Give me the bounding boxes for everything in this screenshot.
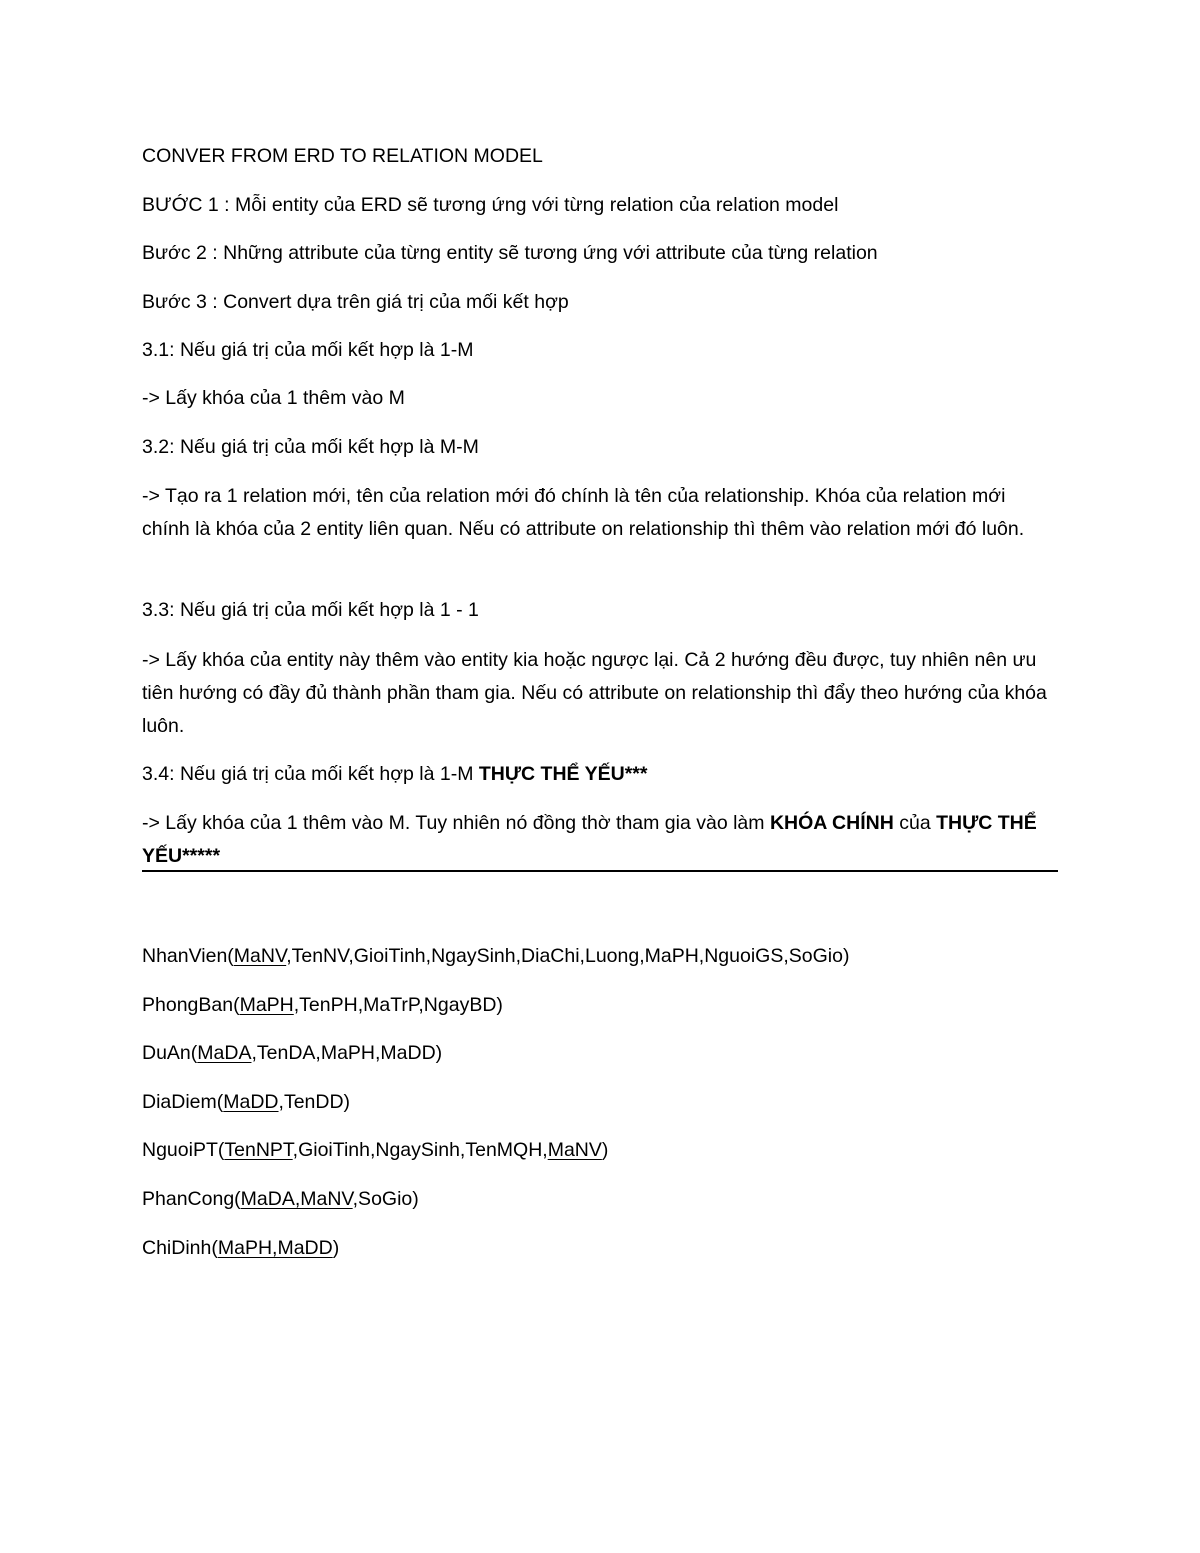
relation-nguoipt [142, 1134, 1058, 1167]
primary-key: MaNV [233, 945, 287, 967]
primary-key: TenNPT [224, 1139, 293, 1161]
step-2: Bước 2 : Những attribute của từng entity sẽ tương ứng với attribute của từng relation [142, 242, 878, 264]
relation-attributes: ,TenNV,GioiTinh,NgaySinh,DiaChi,Luong,MaPH,NguoiGS,SoGio) [286, 945, 850, 967]
step-3-4-body-connector: của [893, 812, 937, 834]
relation-attributes: ,TenPH,MaTrP,NgayBD) [293, 994, 503, 1016]
relation-name: PhongBan( [142, 994, 240, 1016]
relation-duan [142, 1037, 1058, 1070]
primary-key: MaDD [223, 1091, 279, 1113]
relation-name: NguoiPT( [142, 1139, 225, 1161]
step-3-4-body-text: -> Lấy khóa của 1 thêm vào M. Tuy nhiên nó đồng thờ tham gia vào làm [142, 812, 770, 834]
relation-name: ChiDinh( [142, 1237, 218, 1259]
document-title: CONVER FROM ERD TO RELATION MODEL [142, 145, 543, 167]
primary-key: MaPH [239, 994, 294, 1016]
step-1: BƯỚC 1 : Mỗi entity của ERD sẽ tương ứng với từng relation của relation model [142, 194, 839, 216]
relation-phongban [142, 989, 1058, 1022]
horizontal-divider [142, 870, 1058, 872]
relation-phancong [142, 1183, 1058, 1216]
primary-key-2: MaNV [547, 1139, 602, 1161]
weak-entity-label-2: THỰC THỂ YẾU***** [142, 812, 1037, 867]
primary-key: MaDA,MaNV [240, 1188, 353, 1210]
step-3-4-heading-text: 3.4: Nếu giá trị của mối kết hợp là 1-M [142, 763, 479, 785]
primary-key: MaDA [197, 1042, 252, 1064]
relation-attributes: ) [332, 1237, 340, 1259]
step-3: Bước 3 : Convert dựa trên giá trị của mối kết hợp [142, 291, 569, 313]
step-3-1-heading: 3.1: Nếu giá trị của mối kết hợp là 1-M [142, 339, 474, 361]
relation-attributes: ,TenDA,MaPH,MaDD) [251, 1042, 443, 1064]
relation-chidinh [142, 1232, 1058, 1265]
relation-diadiem [142, 1086, 1058, 1119]
relation-attributes: ,TenDD) [278, 1091, 351, 1113]
relation-name: NhanVien( [142, 945, 234, 967]
step-3-3-heading: 3.3: Nếu giá trị của mối kết hợp là 1 - 1 [142, 599, 479, 621]
step-3-4-heading [142, 758, 1058, 791]
relation-attributes: ,SoGio) [352, 1188, 419, 1210]
weak-entity-label: THỰC THỂ YẾU*** [478, 763, 648, 785]
step-3-1-body: -> Lấy khóa của 1 thêm vào M [142, 387, 405, 409]
step-3-2-heading: 3.2: Nếu giá trị của mối kết hợp là M-M [142, 436, 479, 458]
relation-name: DuAn( [142, 1042, 198, 1064]
relation-name: DiaDiem( [142, 1091, 224, 1113]
primary-key: MaPH,MaDD [217, 1237, 333, 1259]
relation-attributes: ,GioiTinh,NgaySinh,TenMQH, [292, 1139, 548, 1161]
primary-key-label: KHÓA CHÍNH [769, 812, 894, 834]
step-3-3-body: -> Lấy khóa của entity này thêm vào entity kia hoặc ngược lại. Cả 2 hướng đều được, tuy nhiên nên ưu tiên hướng có đầy đủ thành phần tham gia. Nếu có attribute on relationship thì đẩy theo hướng của khóa luôn. [142, 649, 1047, 737]
relation-close: ) [601, 1139, 609, 1161]
relation-nhanvien [142, 940, 1058, 973]
step-3-2-body: -> Tạo ra 1 relation mới, tên của relation mới đó chính là tên của relationship. Khóa của relation mới chính là khóa của 2 entity liên quan. Nếu có attribute on relationship thì thêm vào relation mới đó luôn. [142, 485, 1025, 540]
relation-name: PhanCong( [142, 1188, 241, 1210]
step-3-4-body [142, 807, 1058, 873]
